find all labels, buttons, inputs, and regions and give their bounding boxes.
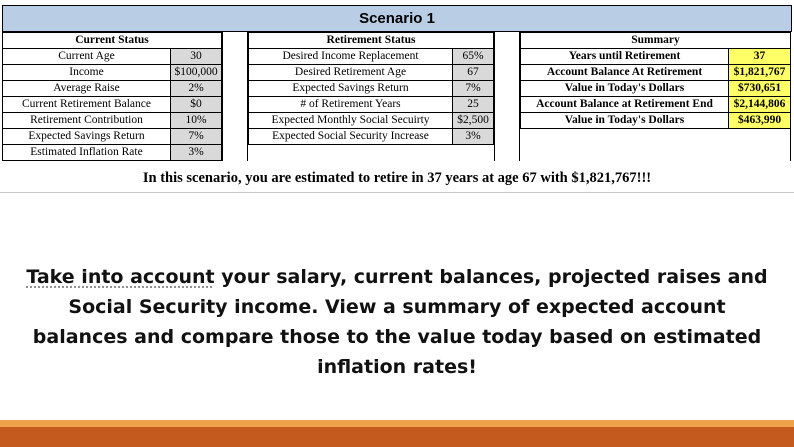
current-retirement-balance-label: Current Retirement Balance <box>3 97 171 113</box>
table-row <box>3 145 222 161</box>
balance-at-retirement-end-label: Account Balance at Retirement End <box>521 97 729 113</box>
column-divider <box>222 31 223 161</box>
desired-retirement-age-label: Desired Retirement Age <box>249 65 453 81</box>
footer-accent-band <box>0 420 794 427</box>
table-row <box>521 97 791 113</box>
monthly-social-security-cell[interactable]: $2,500 <box>453 113 494 129</box>
years-until-retirement-label: Years until Retirement <box>521 49 729 65</box>
end-todays-dollars-value: $463,990 <box>729 113 791 129</box>
table-row <box>521 113 791 129</box>
table-row <box>3 113 222 129</box>
average-raise-cell[interactable]: 2% <box>171 81 222 97</box>
average-raise-label: Average Raise <box>3 81 171 97</box>
summary-header: Summary <box>521 33 791 49</box>
balance-at-retirement-end-value: $2,144,806 <box>729 97 791 113</box>
retirement-contribution-cell[interactable]: 10% <box>171 113 222 129</box>
retirement-savings-return-cell[interactable]: 7% <box>453 81 494 97</box>
table-row <box>249 129 494 145</box>
table-row <box>3 97 222 113</box>
desired-retirement-age-cell[interactable]: 67 <box>453 65 494 81</box>
current-age-cell[interactable]: 30 <box>171 49 222 65</box>
current-age-label: Current Age <box>3 49 171 65</box>
balance-at-retirement-value: $1,821,767 <box>729 65 791 81</box>
estimated-inflation-rate-label: Estimated Inflation Rate <box>3 145 171 161</box>
monthly-social-security-label: Expected Monthly Social Secuirty <box>249 113 453 129</box>
table-row <box>521 81 791 97</box>
table-row <box>3 129 222 145</box>
spreadsheet-area <box>0 0 794 193</box>
retirement-years-label: # of Retirement Years <box>249 97 453 113</box>
summary-table <box>520 32 791 129</box>
scenario-title: Scenario 1 <box>2 5 792 32</box>
footer-band <box>0 427 794 447</box>
expected-savings-return-cell[interactable]: 7% <box>171 129 222 145</box>
description-text <box>20 262 774 382</box>
table-row <box>249 49 494 65</box>
description-lead: Take into account <box>26 266 215 288</box>
column-divider <box>494 31 495 161</box>
table-row <box>249 81 494 97</box>
table-row <box>521 49 791 65</box>
retirement-status-table <box>248 32 494 145</box>
balance-at-retirement-label: Account Balance At Retirement <box>521 65 729 81</box>
table-row <box>249 113 494 129</box>
income-label: Income <box>3 65 171 81</box>
current-retirement-balance-cell[interactable]: $0 <box>171 97 222 113</box>
end-todays-dollars-label: Value in Today's Dollars <box>521 113 729 129</box>
social-security-increase-cell[interactable]: 3% <box>453 129 494 145</box>
todays-dollars-value: $730,651 <box>729 81 791 97</box>
table-row <box>521 65 791 81</box>
retirement-status-header: Retirement Status <box>249 33 494 49</box>
social-security-increase-label: Expected Social Security Increase <box>249 129 453 145</box>
table-row <box>3 65 222 81</box>
todays-dollars-label: Value in Today's Dollars <box>521 81 729 97</box>
current-status-table <box>2 32 222 161</box>
income-cell[interactable]: $100,000 <box>171 65 222 81</box>
estimated-inflation-rate-cell[interactable]: 3% <box>171 145 222 161</box>
scenario-result-message: In this scenario, you are estimated to retire in 37 years at age 67 with $1,821,767!!! <box>142 170 652 186</box>
expected-savings-return-label: Expected Savings Return <box>3 129 171 145</box>
table-row <box>3 81 222 97</box>
table-row <box>249 97 494 113</box>
desired-income-replacement-label: Desired Income Replacement <box>249 49 453 65</box>
retirement-savings-return-label: Expected Savings Return <box>249 81 453 97</box>
retirement-years-cell[interactable]: 25 <box>453 97 494 113</box>
description-body: your salary, current balances, projected raises and Social Security income. View a summary of expected account balances and compare those to the value today based on estimated inflation rates! <box>32 266 768 378</box>
table-row <box>249 65 494 81</box>
table-row <box>3 49 222 65</box>
current-status-header: Current Status <box>3 33 222 49</box>
years-until-retirement-value: 37 <box>729 49 791 65</box>
desired-income-replacement-cell[interactable]: 65% <box>453 49 494 65</box>
retirement-contribution-label: Retirement Contribution <box>3 113 171 129</box>
